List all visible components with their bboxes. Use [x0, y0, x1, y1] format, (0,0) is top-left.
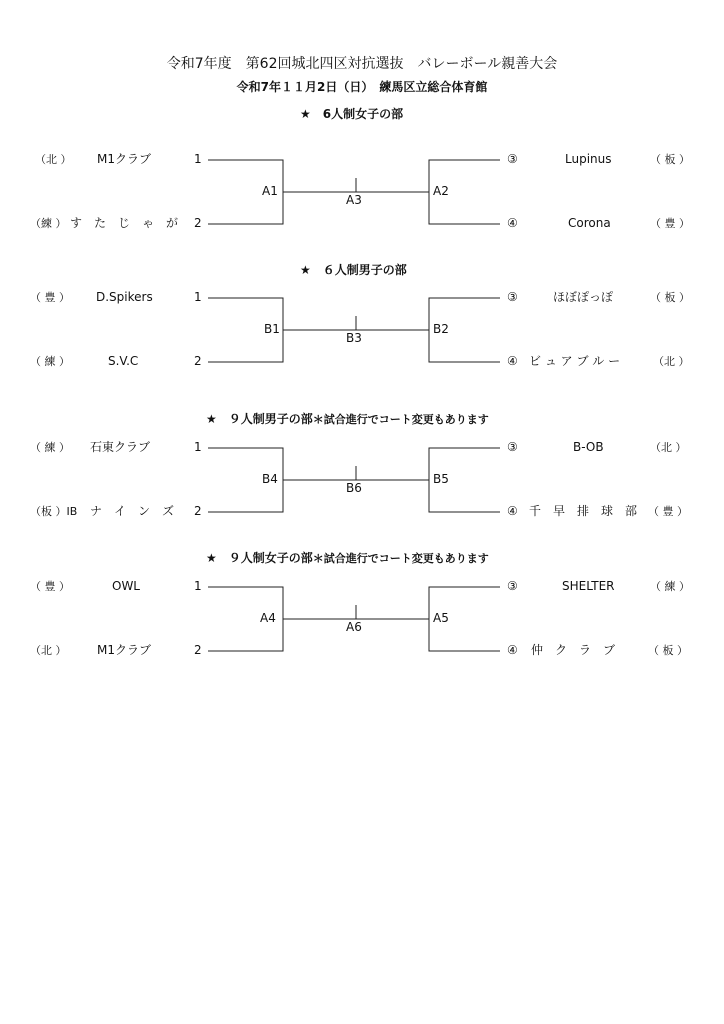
match-label: B1: [264, 322, 280, 336]
match-label-final: A3: [346, 193, 362, 207]
seed-number: ③: [507, 579, 518, 593]
bracket-lines: [0, 264, 724, 394]
team-name: ビ ュ ア ブ ル ー: [529, 354, 621, 368]
team-name: S.V.C: [108, 354, 139, 368]
match-label: A2: [433, 184, 449, 198]
region-label: （ 豊 ）: [30, 580, 70, 593]
region-label: （ 豊 ）: [650, 217, 690, 230]
section-heading-text: ★ ９人制女子の部: [206, 551, 313, 565]
team-name: 千 早 排 球 部: [529, 504, 638, 518]
team-name: ほぼぽっぽ: [553, 290, 614, 304]
match-label-final: B3: [346, 331, 362, 345]
team-name: M1クラブ: [97, 152, 151, 166]
bracket-lines: [0, 552, 724, 682]
seed-number: ④: [507, 216, 518, 230]
seed-number: ③: [507, 152, 518, 166]
seed-number: 1: [194, 440, 202, 454]
match-label: B5: [433, 472, 449, 486]
region-label: （北 ）: [653, 355, 690, 368]
team-name: Corona: [568, 216, 611, 230]
match-label-final: A6: [346, 620, 362, 634]
section-heading-text: ★ 6人制女子の部: [300, 107, 404, 121]
section-heading-text: ★ ６人制男子の部: [300, 263, 407, 277]
region-label: （ 豊 ）: [30, 291, 70, 304]
page-subtitle: 令和7年１１月2日（日） 練馬区立総合体育館: [236, 80, 488, 94]
seed-number: 2: [194, 643, 202, 657]
seed-number: 1: [194, 290, 202, 304]
region-label: （ 練 ）: [30, 441, 70, 454]
region-label: （北 ）: [35, 153, 72, 166]
match-label: B4: [262, 472, 278, 486]
seed-number: 1: [194, 579, 202, 593]
seed-number: ③: [507, 440, 518, 454]
region-label: （ 練 ）: [650, 580, 690, 593]
seed-number: ④: [507, 643, 518, 657]
seed-number: 2: [194, 354, 202, 368]
section-heading-text: ★ ９人制男子の部: [206, 412, 313, 426]
section-heading-note: ＊試合進行でコート変更もあります: [312, 552, 489, 565]
region-label: （ 豊 ）: [648, 505, 688, 518]
team-name: B-OB: [573, 440, 604, 454]
seed-number: 2: [194, 216, 202, 230]
team-name: Lupinus: [565, 152, 612, 166]
team-name: SHELTER: [562, 579, 615, 593]
seed-number: ③: [507, 290, 518, 304]
region-label: （ 板 ）: [648, 644, 688, 657]
team-name: 仲 ク ラ ブ: [531, 643, 616, 657]
seed-number: 2: [194, 504, 202, 518]
bracket-section-mens-9: [0, 413, 724, 543]
region-label: （北 ）: [30, 644, 67, 657]
section-heading-note: ＊試合進行でコート変更もあります: [312, 413, 489, 426]
team-name: OWL: [112, 579, 140, 593]
team-name: ナ イ ン ズ: [90, 504, 175, 518]
match-label-final: B6: [346, 481, 362, 495]
bracket-section-womens-9: [0, 552, 724, 682]
seed-number: ④: [507, 354, 518, 368]
match-label: A5: [433, 611, 449, 625]
match-label: A4: [260, 611, 276, 625]
match-label: A1: [262, 184, 278, 198]
region-label: （北 ）: [650, 441, 687, 454]
team-name: D.Spikers: [96, 290, 153, 304]
bracket-section-mens-6: [0, 264, 724, 394]
seed-number: ④: [507, 504, 518, 518]
team-name: す た じ ゃ が: [70, 216, 179, 230]
region-label: （ 板 ）: [650, 153, 690, 166]
region-label: （ 板 ）: [650, 291, 690, 304]
team-name: M1クラブ: [97, 643, 151, 657]
region-label: （ 練 ）: [30, 355, 70, 368]
bracket-section-womens-6: [0, 108, 724, 238]
region-label: （板 ）IB: [30, 505, 78, 518]
match-label: B2: [433, 322, 449, 336]
region-label: （練 ）: [30, 217, 67, 230]
team-name: 石東クラブ: [90, 440, 151, 454]
seed-number: 1: [194, 152, 202, 166]
bracket-lines: [0, 413, 724, 543]
page-title: 令和7年度 第62回城北四区対抗選抜 バレーボール親善大会: [166, 56, 558, 72]
